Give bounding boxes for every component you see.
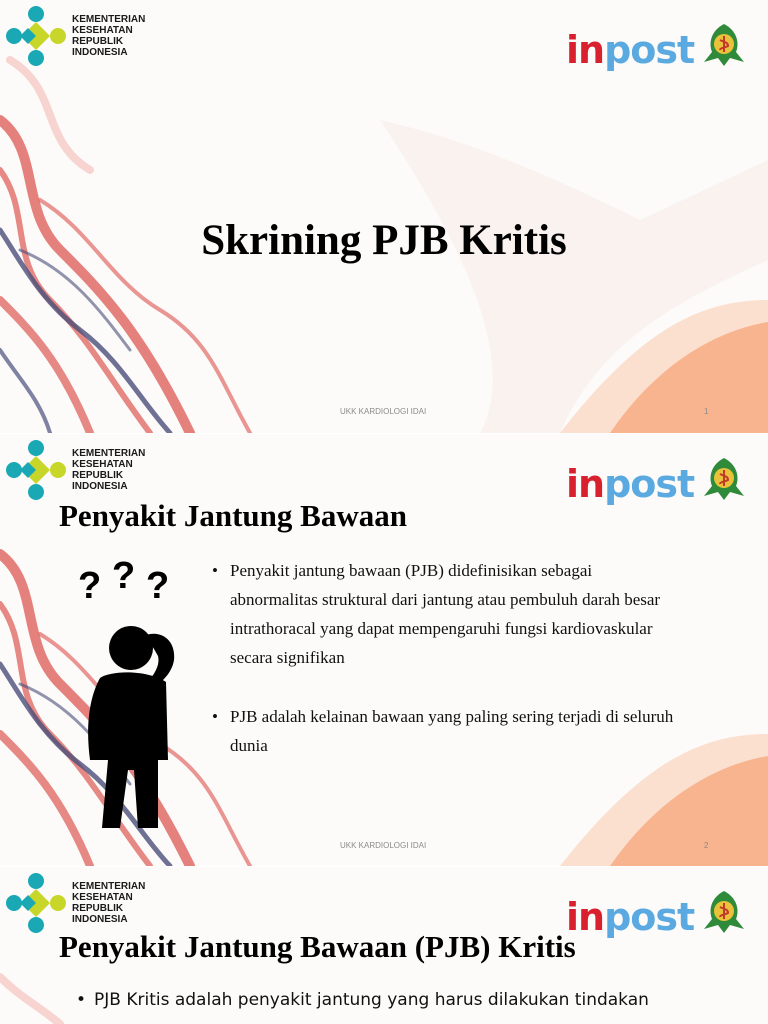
inpost-logo <box>566 462 695 510</box>
slide-page-number: 2 <box>704 841 709 850</box>
svg-text:?: ? <box>112 560 136 597</box>
svg-text:?: ? <box>146 565 170 607</box>
slide-title: Penyakit Jantung Bawaan (PJB) Kritis <box>59 929 576 964</box>
org-name <box>72 14 145 58</box>
idai-logo-icon <box>702 456 746 502</box>
slide-footer: UKK KARDIOLOGI IDAI <box>340 841 427 850</box>
inpost-logo-text: post <box>604 462 695 506</box>
kemenkes-emblem-icon <box>4 871 68 935</box>
org-name <box>72 881 145 925</box>
slide-3 <box>0 867 768 1024</box>
org-name-line: KEMENTERIAN <box>72 881 146 892</box>
inpost-logo-text: in <box>566 462 605 506</box>
inpost-logo-text: in <box>566 28 605 72</box>
org-name-line: KESEHATAN <box>72 25 133 36</box>
org-name-line: KESEHATAN <box>72 459 133 470</box>
slide-title: Skrining PJB Kritis <box>201 217 567 264</box>
bullet-list <box>76 985 696 1015</box>
bullet-list <box>212 556 682 760</box>
idai-logo-icon <box>702 22 746 68</box>
org-name-line: INDONESIA <box>72 47 128 58</box>
org-name-line: INDONESIA <box>72 914 128 925</box>
inpost-logo-text: post <box>604 895 695 939</box>
slide-page-number: 1 <box>704 407 709 416</box>
bullet-item: • PJB adalah kelainan bawaan yang paling sering terjadi di seluruh dunia <box>212 702 682 760</box>
bullet-item: • Penyakit jantung bawaan (PJB) didefinisikan sebagai abnormalitas struktural dari jantung atau pembuluh darah besar intrathoracal yang dapat mempengaruhi fungsi kardiovaskular secara signifikan <box>212 556 682 672</box>
slide-title: Penyakit Jantung Bawaan <box>59 498 407 533</box>
slide-2 <box>0 434 768 866</box>
org-name <box>72 448 145 492</box>
svg-text:?: ? <box>78 565 102 607</box>
org-name-line: REPUBLIK <box>72 36 124 47</box>
kemenkes-logo <box>4 438 154 504</box>
org-name-line: REPUBLIK <box>72 903 124 914</box>
confused-person-icon <box>76 560 186 835</box>
slide-footer: UKK KARDIOLOGI IDAI <box>340 407 427 416</box>
bullet-item: • PJB Kritis adalah penyakit jantung yang harus dilakukan tindakan <box>76 985 696 1015</box>
inpost-logo-text: post <box>604 28 695 72</box>
org-name-line: KESEHATAN <box>72 892 133 903</box>
kemenkes-emblem-icon <box>4 4 68 68</box>
inpost-logo <box>566 28 695 76</box>
org-name-line: KEMENTERIAN <box>72 448 146 459</box>
inpost-logo <box>566 895 695 943</box>
slide-1 <box>0 0 768 433</box>
kemenkes-logo <box>4 4 154 70</box>
org-name-line: INDONESIA <box>72 481 128 492</box>
inpost-logo-text: in <box>566 895 605 939</box>
idai-logo-icon <box>702 889 746 935</box>
kemenkes-emblem-icon <box>4 438 68 502</box>
org-name-line: KEMENTERIAN <box>72 14 146 25</box>
org-name-line: REPUBLIK <box>72 470 124 481</box>
kemenkes-logo <box>4 871 154 937</box>
